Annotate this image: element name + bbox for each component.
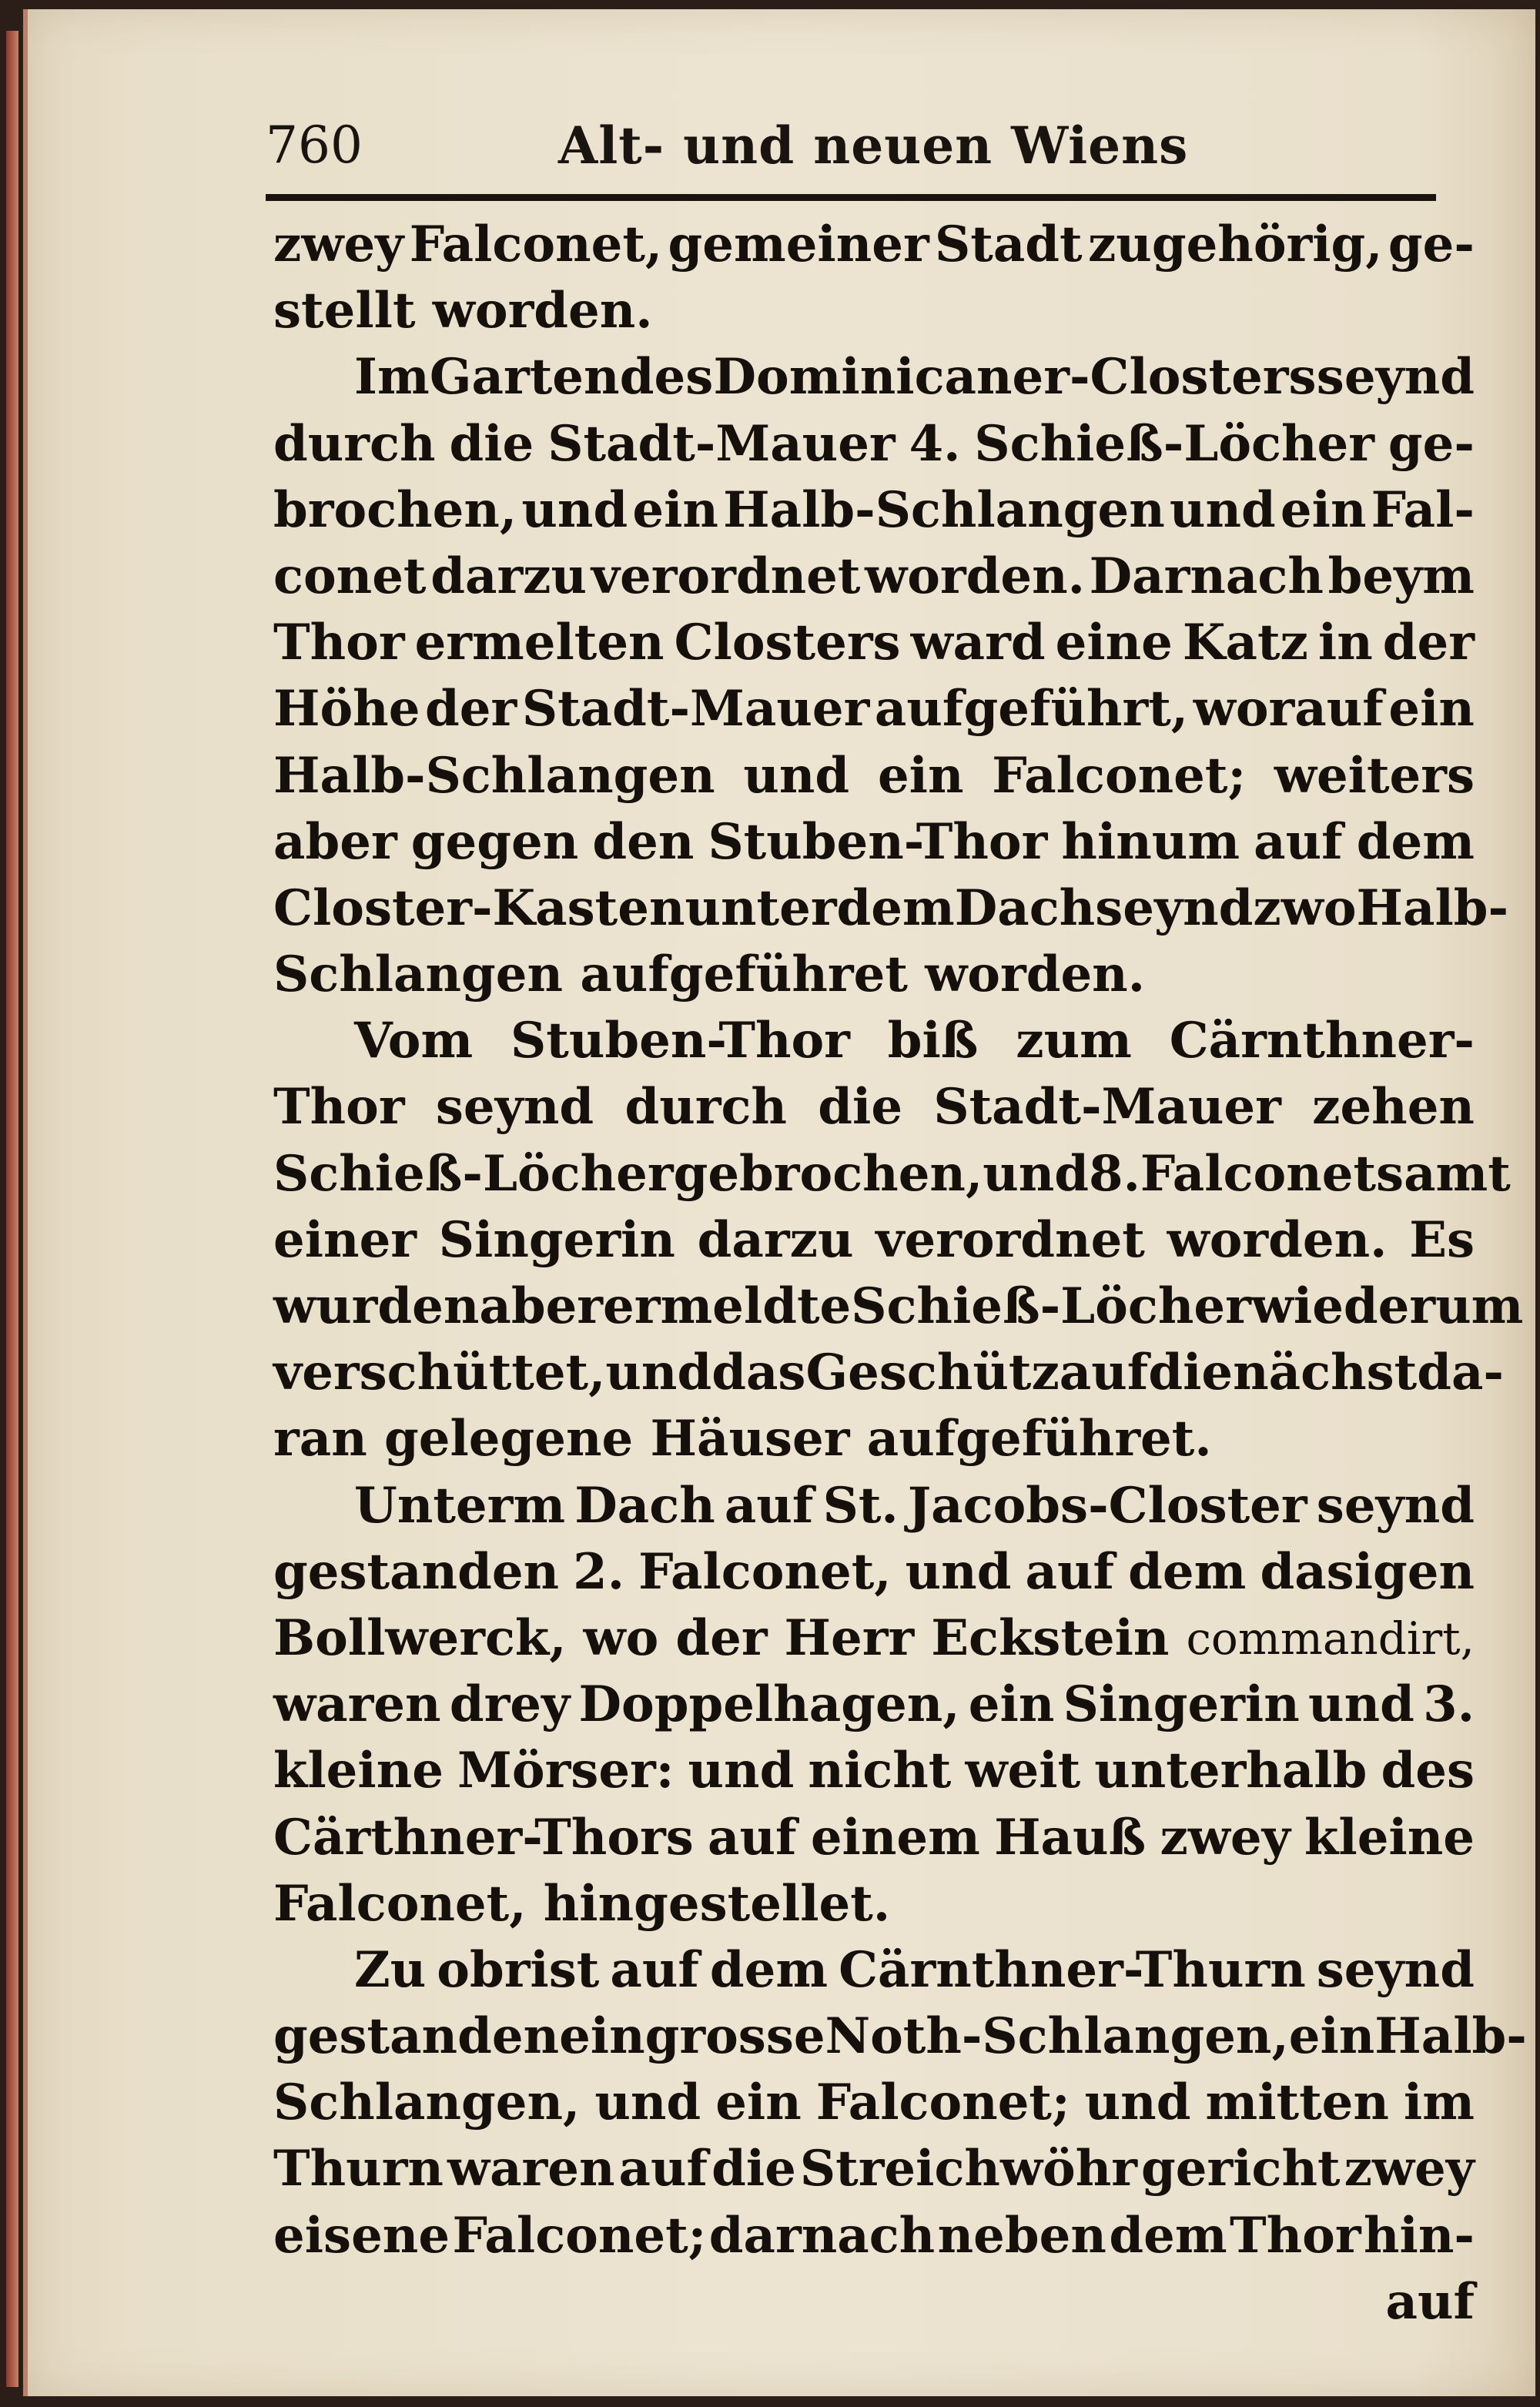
text-line: wurden aber ermeldte Schieß-Löcher wiederum <box>273 1277 1524 1335</box>
text-line: verschüttet, und das Geschütz auf die nächst da- <box>273 1344 1504 1402</box>
text-line: kleine Mörser: und nicht weit unterhalb des <box>273 1742 1475 1800</box>
text-line: brochen, und ein Halb-Schlangen und ein Fal- <box>273 480 1475 539</box>
header-rule <box>266 194 1436 201</box>
body-text <box>273 212 1527 2335</box>
text-line: Höhe der Stadt-Mauer aufgeführt, worauf ein <box>273 680 1475 738</box>
text-line: Schlangen, und ein Falconet; und mitten im <box>273 2074 1475 2132</box>
running-head <box>266 115 1432 192</box>
text-line: gestanden 2. Falconet, und auf dem dasigen <box>273 1542 1475 1601</box>
text-line: Thor ermelten Closters ward eine Katz in der <box>273 614 1475 672</box>
text-line: waren drey Doppelhagen, ein Singerin und 3. <box>273 1676 1475 1734</box>
text-line: Im Garten des Dominicaner-Closters seynd <box>354 348 1475 407</box>
text-line: Vom Stuben-Thor biß zum Cärnthner- <box>354 1012 1475 1070</box>
text-line: conet darzu verordnet worden. Darnach beym <box>273 547 1475 605</box>
text-line: Closter-Kasten unter dem Dach seynd zwo Halb- <box>273 879 1509 937</box>
text-line: Schieß-Löcher gebrochen, und 8. Falconet samt <box>273 1144 1511 1203</box>
text-line: Cärthner-Thors auf einem Hauß zwey kleine <box>273 1808 1475 1866</box>
text-line: Halb-Schlangen und ein Falconet; weiters <box>273 746 1475 805</box>
text-line: zwey Falconet, gemeiner Stadt zugehörig, ge- <box>273 216 1475 273</box>
text-line: Thurn waren auf die Streichwöhr gericht zwey <box>273 2140 1475 2198</box>
text-line: Unterm Dach auf St. Jacobs-Closter seynd <box>354 1476 1475 1535</box>
text-line: durch die Stadt-Mauer 4. Schieß-Löcher ge- <box>273 414 1475 473</box>
page-number: 760 <box>266 115 363 175</box>
book-edge <box>6 31 18 2387</box>
text-line: stellt worden. <box>273 282 653 340</box>
text-line: Falconet, hingestellet. <box>273 1874 891 1933</box>
text-line: einer Singerin darzu verordnet worden. Es <box>273 1210 1475 1269</box>
text-line: Zu obrist auf dem Cärnthner-Thurn seynd <box>354 1940 1475 1999</box>
text-line: auf <box>1385 2272 1475 2331</box>
text-line: gestanden ein grosse Noth-Schlangen, ein Halb- <box>273 2007 1527 2066</box>
running-head-title: Alt- und neuen Wiens <box>558 115 1189 176</box>
text-line: aber gegen den Stuben-Thor hinum auf dem <box>273 812 1475 871</box>
text-line: ran gelegene Häuser aufgeführet. <box>273 1410 1212 1468</box>
text-line: Bollwerck, wo der Herr Eckstein commandirt, <box>273 1609 1475 1667</box>
text-line: eisene Falconet; darnach neben dem Thor hin- <box>273 2206 1475 2265</box>
text-line: Thor seynd durch die Stadt-Mauer zehen <box>273 1078 1475 1137</box>
text-line: Schlangen aufgeführet worden. <box>273 946 1145 1004</box>
